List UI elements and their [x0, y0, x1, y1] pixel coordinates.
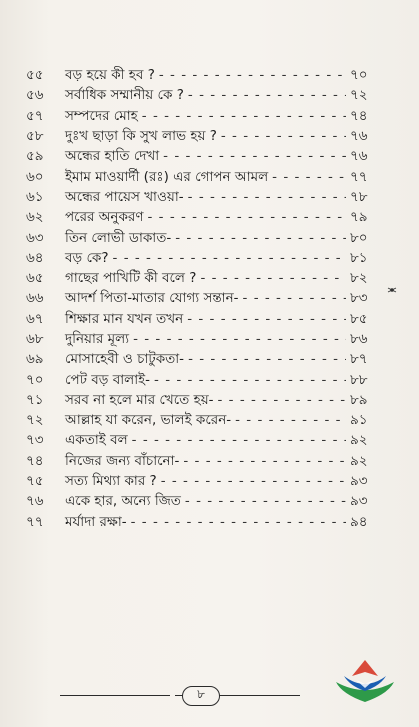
toc-entry-number: ৭৪: [26, 452, 44, 469]
toc-entry-number: ৬৮: [26, 331, 44, 347]
toc-entry-number: ৫৭: [26, 107, 44, 124]
toc-entry-number: ৭৬: [26, 493, 44, 510]
toc-entry-number: ৬৬: [26, 290, 44, 307]
toc-entry-number: ৭৭: [26, 513, 44, 530]
toc-entry-title: সম্পদের মোহ: [65, 107, 138, 124]
toc-entry-page: ৯২: [350, 432, 368, 449]
toc-entry-number: ৬০: [26, 168, 44, 185]
toc-dot-leader: [200, 268, 346, 288]
toc-entry-page: ৭৭: [350, 168, 368, 185]
toc-dot-leader: [188, 187, 346, 207]
toc-dot-leader: [243, 288, 346, 308]
toc-entry-number: ৭২: [26, 412, 44, 429]
toc-entry: [26, 451, 376, 471]
toc-entry: [26, 430, 376, 450]
toc-entry: [26, 512, 376, 532]
toc-entry-page: ৯১: [350, 412, 368, 429]
toc-entry-number: ৫৫: [26, 67, 44, 84]
toc-entry-number: ৫৮: [26, 128, 44, 145]
toc-entry-title: মোসাহেবী ও চাটুকতা-: [65, 351, 185, 368]
toc-dot-leader: [183, 451, 346, 471]
toc-dot-leader: [161, 471, 346, 491]
toc-entry-number: ৬২: [26, 209, 44, 226]
toc-entry-page: ৯৩: [350, 493, 368, 510]
toc-dot-leader: [185, 491, 346, 511]
toc-entry-page: ৮৯: [350, 391, 368, 408]
toc-entry-title: ইমাম মাওয়ার্দী (রঃ) এর গোপন আমল: [65, 168, 269, 185]
toc-entry-title: শিক্ষার মান যখন তখন: [65, 310, 184, 327]
toc-dot-leader: [113, 248, 346, 268]
toc-entry-page: ৭৬: [350, 148, 368, 165]
toc-entry-number: ৭৫: [26, 473, 44, 490]
toc-entry-number: ৬৪: [26, 249, 44, 266]
toc-entry: [26, 471, 376, 491]
toc-entry-title: একে হার, অন্যে জিত: [65, 493, 181, 510]
toc-entry-title: অন্ধের হাতি দেখা: [65, 148, 160, 165]
toc-entry-number: ৭১: [26, 391, 44, 408]
toc-dot-leader: [221, 126, 346, 146]
toc-entry-title: দুঃখ ছাড়া কি সুখ লাভ হয় ?: [65, 128, 217, 145]
toc-entry-title: আল্লাহ যা করেন, ভালই করেন-: [65, 412, 232, 429]
toc-entry: [26, 410, 376, 430]
toc-entry-page: ৮০: [350, 229, 368, 246]
toc-entry-page: ৮১: [350, 249, 368, 266]
toc-entry-page: ৮৭: [350, 351, 368, 368]
toc-entry-number: ৬৭: [26, 310, 44, 327]
toc-entry-page: ৮৮: [350, 371, 368, 388]
footer-rule-left: [60, 695, 170, 696]
toc-dot-leader: [154, 370, 346, 390]
footer-rule-right: [220, 695, 300, 696]
toc-dot-leader: [188, 349, 346, 369]
toc-entry: [26, 146, 376, 166]
toc-entry: [26, 126, 376, 146]
toc-entry-title: বড় কে?: [65, 249, 109, 266]
toc-dot-leader: [188, 85, 346, 105]
toc-entry: [26, 85, 376, 105]
toc-entry-title: সত্য মিথ্যা কার ?: [65, 473, 157, 490]
publisher-logo-icon: [330, 658, 400, 708]
toc-entry: [26, 390, 376, 410]
toc-entry-page: ৮৬: [350, 331, 368, 347]
toc-entry-page: ৭৯: [350, 209, 368, 226]
toc-entry-number: ৫৬: [26, 87, 44, 104]
toc-entry: [26, 369, 376, 389]
toc-entry-number: ৭০: [26, 371, 44, 388]
toc-dot-leader: [132, 430, 346, 450]
ink-speck-icon: [387, 286, 397, 294]
toc-entry-title: গাছের পাখিটি কী বলে ?: [65, 270, 197, 287]
page-footer: [60, 686, 300, 706]
toc-dot-leader: [187, 309, 346, 329]
toc-entry: [26, 166, 376, 186]
toc-entry-title: পেট বড় বালাই-: [65, 371, 151, 388]
toc-entry-number: ৬৯: [26, 351, 44, 368]
toc-entry-number: ৬৫: [26, 270, 44, 287]
toc-entry: [26, 65, 376, 85]
page-number: ৮: [197, 687, 205, 701]
toc-entry-title: পরের অনুকরণ: [65, 209, 144, 226]
toc-entry-page: ৭৪: [350, 107, 368, 124]
toc-entry-page: ৯৩: [350, 473, 368, 490]
toc-dot-leader: [218, 390, 346, 410]
toc-dot-leader: [163, 146, 346, 166]
toc-dot-leader: [148, 207, 346, 227]
toc-entry-title: একতাই বল: [65, 432, 128, 449]
toc-entry: [26, 248, 376, 268]
toc-entry: [26, 207, 376, 227]
toc-entry-number: ৬১: [26, 188, 44, 205]
toc-entry-page: ৭২: [350, 87, 368, 104]
toc-entry-title: নিজের জন্য বাঁচানো-: [65, 452, 180, 469]
toc-dot-leader: [159, 65, 346, 85]
toc-entry-page: ৭৬: [350, 128, 368, 145]
toc-entry-title: সর্বাধিক সম্মানীয় কে ?: [65, 87, 184, 104]
toc-entry-title: দুনিয়ার মূল্য: [65, 331, 130, 347]
toc-entry-number: ৭৩: [26, 432, 44, 449]
toc-entry: [26, 288, 376, 308]
toc-entry-page: ৭৮: [350, 188, 368, 205]
toc-entry-page: ৮৫: [350, 310, 368, 327]
toc-entry: [26, 491, 376, 511]
toc-entry-page: ৯২: [350, 452, 368, 469]
toc-entry-number: ৬৩: [26, 229, 44, 246]
toc-dot-leader: [175, 228, 346, 248]
toc-entry: [26, 227, 376, 247]
toc-entry-title: সরব না হলে মার খেতে হয়-: [65, 391, 214, 408]
toc-dot-leader: [133, 329, 346, 349]
toc-entry: [26, 106, 376, 126]
page-number-badge: [182, 686, 220, 706]
toc-entry-page: ৮২: [350, 270, 368, 287]
toc-entry: [26, 329, 376, 349]
toc-entry-title: বড় হয়ে কী হব ?: [65, 67, 155, 84]
toc-entry: [26, 309, 376, 329]
toc-dot-leader: [235, 410, 346, 430]
toc-entry-title: তিন লোভী ডাকাত-: [65, 229, 172, 246]
toc-dot-leader: [142, 106, 346, 126]
toc-entry-page: ৭০: [350, 67, 368, 84]
toc-entry-title: অন্ধের পায়েস খাওয়া-: [65, 188, 184, 205]
table-of-contents: [26, 65, 376, 532]
toc-entry: [26, 268, 376, 288]
toc-entry: [26, 187, 376, 207]
toc-dot-leader: [131, 512, 346, 532]
toc-entry-title: মর্যাদা রক্ষা-: [65, 513, 127, 530]
toc-entry-number: ৫৯: [26, 148, 44, 165]
toc-dot-leader: [272, 167, 346, 187]
toc-entry-page: ৮৩: [350, 290, 368, 307]
toc-entry: [26, 349, 376, 369]
toc-entry-title: আদর্শ পিতা-মাতার যোগ্য সন্তান-: [65, 290, 239, 307]
toc-entry-page: ৯৪: [350, 513, 368, 530]
